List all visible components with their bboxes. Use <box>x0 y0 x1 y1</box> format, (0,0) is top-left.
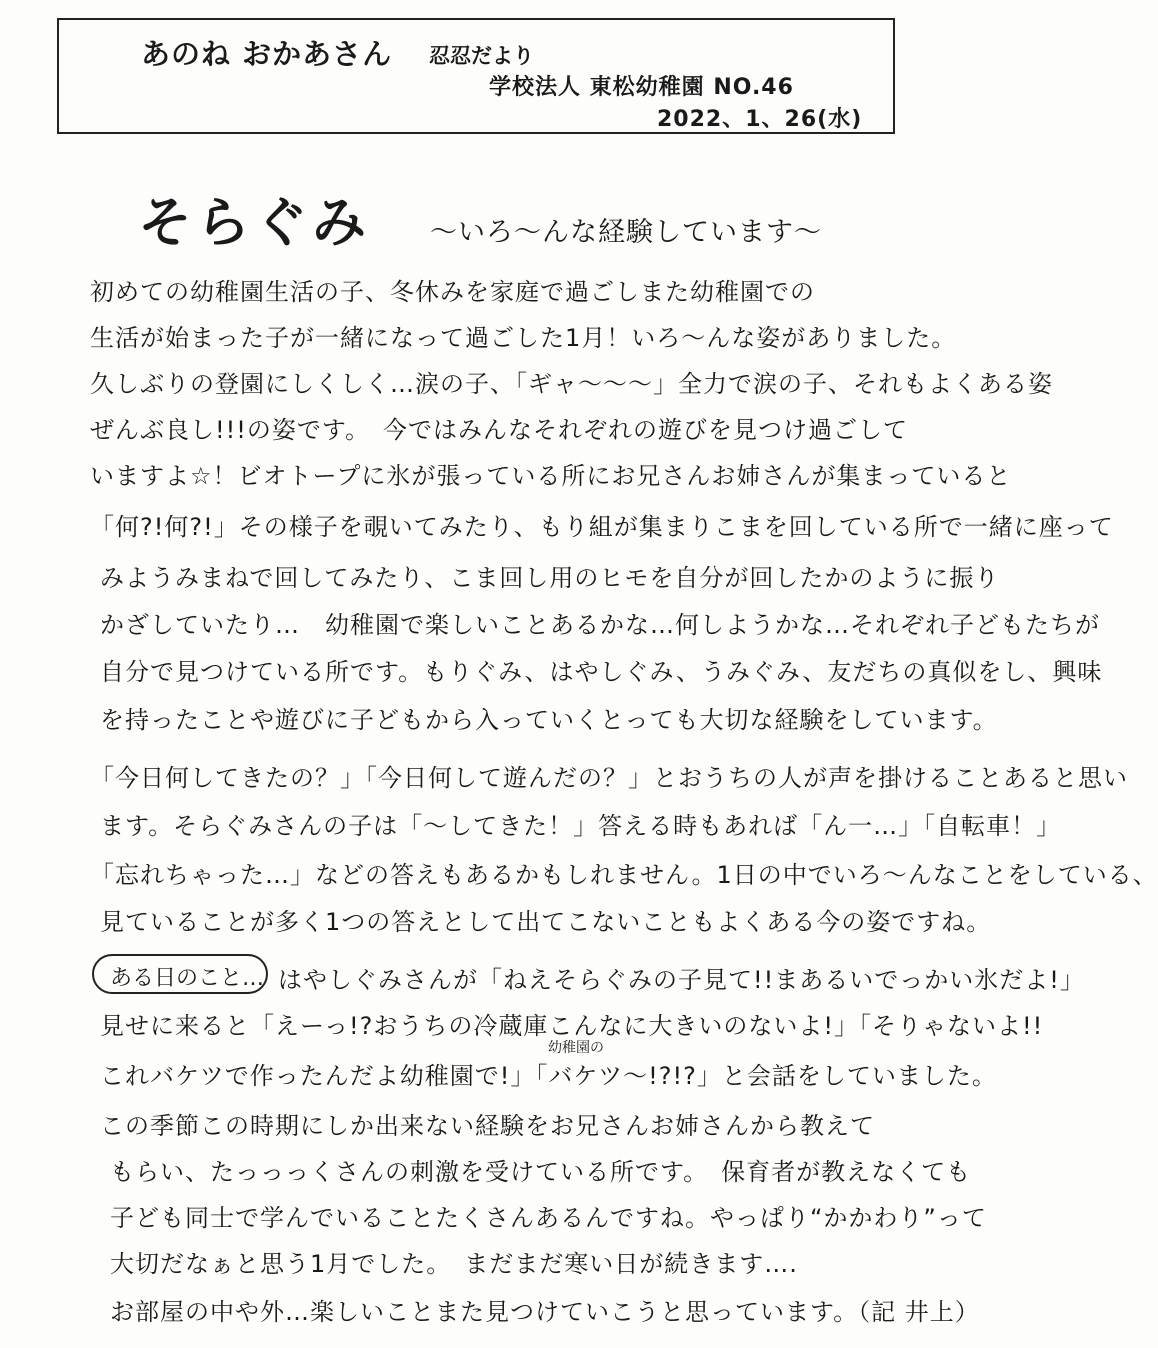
speech-bubble <box>92 954 268 994</box>
body-line: 初めての幼稚園生活の子、冬休みを家庭で過ごしまた幼稚園での <box>90 278 815 306</box>
body-line: を持ったことや遊びに子どもから入っていくとっても大切な経験をしています。 <box>100 706 998 734</box>
class-headline: そらぐみ <box>138 190 370 254</box>
issue-date: 2022、1、26(水) <box>657 107 863 132</box>
body-line: 「忘れちゃった…」などの答えもあるかもしれません。1日の中でいろ〜んなことをしている、 <box>90 861 1158 889</box>
body-line: かざしていたり… 幼稚園で楽しいことあるかな…何しようかな…それぞれ子どもたちが <box>100 611 1100 639</box>
class-headline-subtitle: 〜いろ〜んな経験しています〜 <box>430 217 822 248</box>
body-line: この季節この時期にしか出来ない経験をお兄さんお姉さんから教えて <box>100 1112 875 1140</box>
body-line: 子ども同士で学んでいることたくさんあるんですね。やっぱり“かかわり”って <box>110 1204 987 1232</box>
body-line: もらい、たっっっくさんの刺激を受けている所です。 保育者が教えなくても <box>110 1158 972 1186</box>
body-line: 自分で見つけている所です。もりぐみ、はやしぐみ、うみぐみ、友だちの真似をし、興味 <box>100 658 1103 686</box>
body-line: これバケツで作ったんだよ幼稚園で!」「バケツ〜!?!?」と会話をしていました。 <box>100 1062 997 1090</box>
ruby-annotation: 幼稚園の <box>548 1040 604 1056</box>
body-line: 久しぶりの登園にしくしく…涙の子、「ギャ〜〜〜」全力で涙の子、それもよくある姿 <box>90 370 1053 398</box>
body-line: 生活が始まった子が一緒になって過ごした1月！いろ〜んな姿がありました。 <box>90 324 957 352</box>
body-line: 見ていることが多く1つの答えとして出てこないこともよくある今の姿ですね。 <box>100 908 992 936</box>
newsletter-header-box <box>57 18 895 134</box>
body-line: 「何?!何?!」その様子を覗いてみたり、もり組が集まりこまを回している所で一緒に座って <box>90 513 1114 541</box>
school-name-issue: 学校法人 東松幼稚園 NO.46 <box>489 75 794 100</box>
body-line: ます。そらぐみさんの子は「〜してきた！」答える時もあれば「ん一…」「自転車！」 <box>100 812 1062 840</box>
body-line: ぜんぶ良し!!!の姿です。 今ではみんなそれぞれの遊びを見つけ過ごして <box>90 416 908 444</box>
body-line: はやしぐみさんが「ねえそらぐみの子見て!!まあるいでっかい氷だよ!」 <box>278 966 1085 994</box>
body-line: 大切だなぁと思う1月でした。 まだまだ寒い日が続きます…. <box>110 1250 798 1278</box>
body-line: お部屋の中や外…楽しいことまた見つけていこうと思っています。（記 井上） <box>110 1298 980 1326</box>
bubble-text: ある日のこと… <box>110 966 265 991</box>
body-line: 見せに来ると「えーっ!?おうちの冷蔵庫こんなに大きいのないよ!」「そりゃないよ!! <box>100 1012 1044 1040</box>
newsletter-subtitle: 忍忍だより <box>429 44 534 68</box>
body-line: みようみまねで回してみたり、こま回し用のヒモを自分が回したかのように振り <box>100 564 1000 592</box>
newsletter-title: あのね おかあさん <box>141 37 393 71</box>
body-line: 「今日何してきたの？」「今日何して遊んだの？」とおうちの人が声を掛けることあると思い <box>90 764 1128 792</box>
body-line: いますよ☆！ビオトープに氷が張っている所にお兄さんお姉さんが集まっていると <box>90 462 1012 490</box>
